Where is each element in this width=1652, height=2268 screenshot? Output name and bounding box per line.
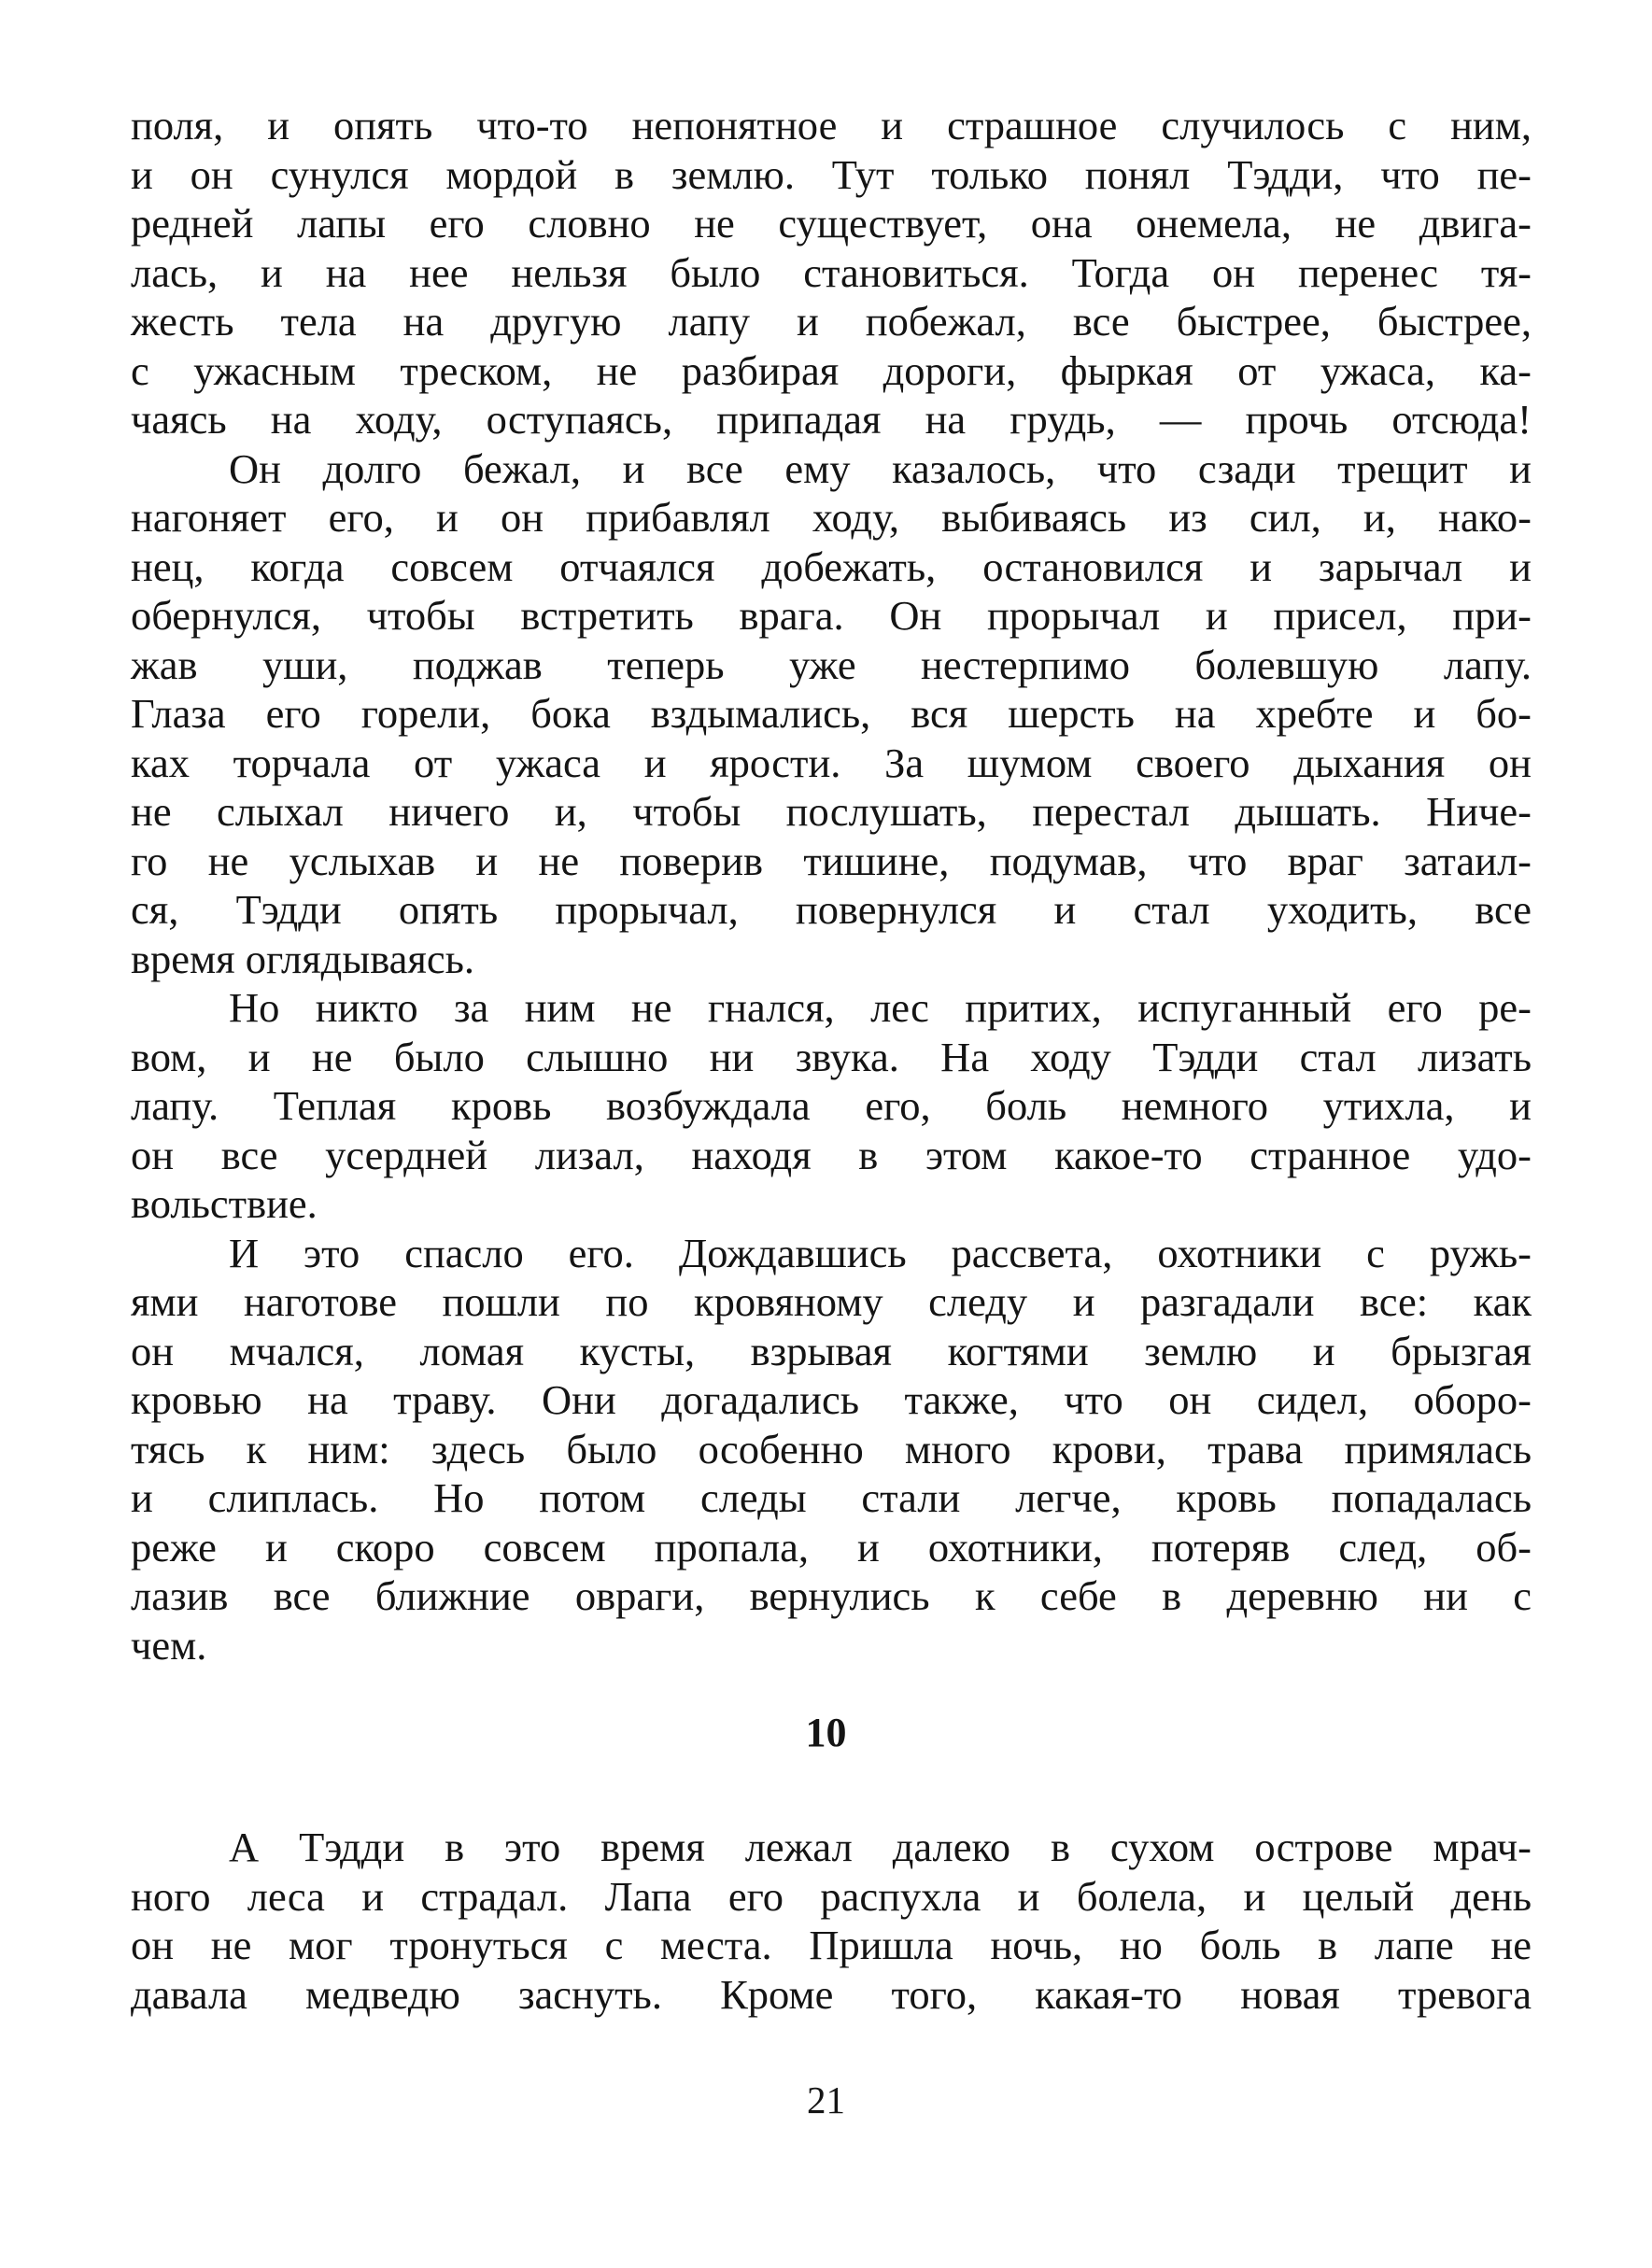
text-line: реже и скоро совсем пропала, и охотники, потеряв след, об- [131,1523,1532,1571]
text-line: Но никто за ним не гнался, лес притих, испуганный его ре- [229,984,1532,1031]
text-line: Он долго бежал, и все ему казалось, что сзади трещит и [229,444,1532,492]
text-line: чаясь на ходу, оступаясь, припадая на грудь, — прочь отсюда! [131,396,1532,443]
paragraph-2 [131,444,1532,984]
text-line: кровью на траву. Они догадались также, что он сидел, оборо- [131,1376,1532,1423]
text-line: А Тэдди в это время лежал далеко в сухом острове мрач- [229,1824,1532,1870]
paragraph-1 [131,101,1532,444]
paragraph-5 [131,1823,1532,2019]
text-line: жав уши, поджав теперь уже нестерпимо болевшую лапу. [131,641,1532,688]
text-line: лапу. Теплая кровь возбуждала его, боль немного утихла, и [131,1082,1532,1129]
text-line: ного леса и страдал. Лапа его распухла и болела, и целый день [131,1872,1532,1920]
text-line: он не мог тронуться с места. Пришла ночь, но боль в лапе не [131,1922,1532,1968]
paragraph-4 [131,1229,1532,1670]
text-after-section [131,1823,1532,2019]
text-line: и слиплась. Но потом следы стали легче, кровь попадалась [131,1474,1532,1521]
text-line: он все усердней лизал, находя в этом какое-то странное удо- [131,1131,1532,1178]
text-line: вом, и не было слышно ни звука. На ходу Тэдди стал лизать [131,1033,1532,1080]
text-line: го не услыхав и не поверив тишине, подумав, что враг затаил- [131,837,1532,884]
paragraph-3 [131,983,1532,1229]
text-line: И это спасло его. Дождавшись рассвета, охотники с ружь- [229,1229,1532,1276]
text-line: Глаза его горели, бока вздымались, вся шерсть на хребте и бо- [131,690,1532,737]
text-line: лась, и на нее нельзя было становиться. Тогда он перенес тя- [131,248,1532,296]
text-line: тясь к ним: здесь было особенно много крови, трава примялась [131,1425,1532,1472]
text-line: нец, когда совсем отчаялся добежать, остановился и зарычал и [131,542,1532,590]
text-line: он мчался, ломая кусты, взрывая когтями землю и брызгая [131,1327,1532,1374]
text-line: редней лапы его словно не существует, она онемела, не двига- [131,200,1532,247]
section-number: 10 [805,1710,847,1755]
text-line: вольствие. [131,1180,318,1227]
page-number: 21 [807,2078,845,2121]
text-line: ся, Тэдди опять прорычал, повернулся и стал уходить, все [131,886,1532,933]
text-line: нагоняет его, и он прибавлял ходу, выбиваясь из сил, и, нако- [131,494,1532,541]
text-line: не слыхал ничего и, чтобы послушать, перестал дышать. Ниче- [131,788,1532,835]
text-line: поля, и опять что-то непонятное и страшное случилось с ним, [131,102,1532,148]
text-line: ках торчала от ужаса и ярости. За шумом своего дыхания он [131,739,1532,786]
text-line: ями наготове пошли по кровяному следу и разгадали все: как [131,1278,1532,1325]
text-line: жесть тела на другую лапу и побежал, все быстрее, быстрее, [131,298,1532,345]
text-line: и он сунулся мордой в землю. Тут только понял Тэдди, что пе- [131,150,1532,198]
text-line: чем. [131,1621,207,1669]
text-line: обернулся, чтобы встретить врага. Он прорычал и присел, при- [131,592,1532,639]
text-line: давала медведю заснуть. Кроме того, какая-то новая тревога [131,1970,1532,2018]
text-line: время оглядываясь. [131,935,475,982]
text-before-section [131,101,1532,1669]
text-line: лазив все ближние овраги, вернулись к себе в деревню ни с [131,1572,1532,1619]
text-line: с ужасным треском, не разбирая дороги, фыркая от ужаса, ка- [131,346,1532,394]
